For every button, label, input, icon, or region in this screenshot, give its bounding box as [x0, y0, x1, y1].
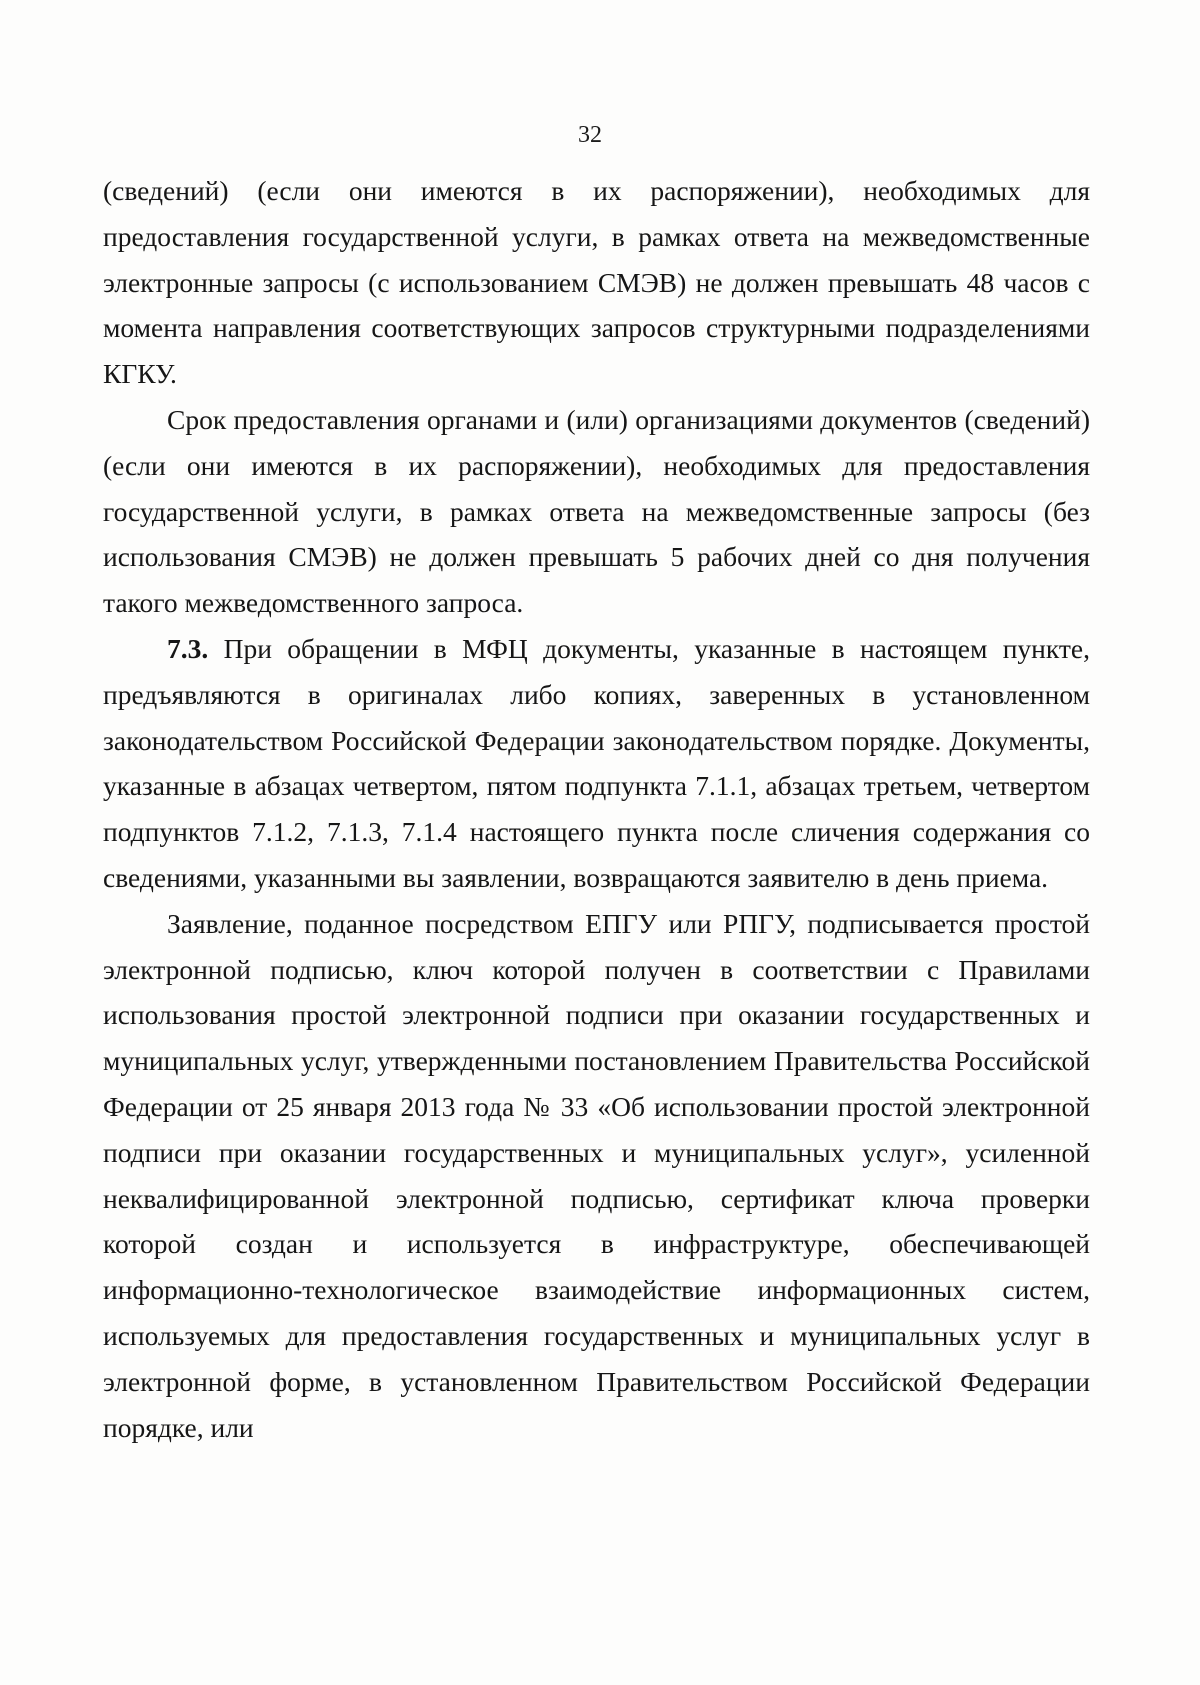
paragraph-application	[103, 901, 1090, 1451]
paragraph-section-7-3	[103, 626, 1090, 901]
paragraph-text: Срок предоставления органами и (или) организациями документов (сведений) (если они имеются в их распоряжении), необходимых для предоставления государственной услуги, в рамках ответа на межведомственные запросы (без использования СМЭВ) не должен превышать 5 рабочих дней со дня получения такого межведомственного запроса.	[103, 403, 1090, 619]
page-number: 32	[578, 122, 602, 148]
paragraph-text: (сведений) (если они имеются в их распоряжении), необходимых для предоставления государственной услуги, в рамках ответа на межведомственные электронные запросы (с использованием СМЭВ) не должен превышать 48 часов с момента направления соответствующих запросов структурными подразделениями КГКУ.	[103, 175, 1090, 390]
paragraph-deadline	[103, 397, 1090, 626]
section-number: 7.3.	[167, 632, 209, 664]
paragraph-continuation	[103, 168, 1090, 397]
paragraph-text: Заявление, поданное посредством ЕПГУ или РПГУ, подписывается простой электронной подписью, ключ которой получен в соответствии с Правилами использования простой электронной подписи при оказании государственных и муниципальных услуг, утвержденными постановлением Правительства Российской Федерации от 25 января 2013 года № 33 «Об использовании простой электронной подписи при оказании государственных и муниципальных услуг», усиленной неквалифицированной электронной подписью, сертификат ключа проверки которой создан и используется в инфраструктуре, обеспечивающей информационно-технологическое взаимодействие информационных систем, используемых для предоставления государственных и муниципальных услуг в электронной форме, в установленном Правительством Российской Федерации порядке, или	[103, 907, 1090, 1443]
paragraph-text: При обращении в МФЦ документы, указанные в настоящем пункте, предъявляются в оригиналах либо копиях, заверенных в установленном законодательством Российской Федерации законодательством порядке. Документы, указанные в абзацах четвертом, пятом подпункта 7.1.1, абзацах третьем, четвертом подпунктов 7.1.2, 7.1.3, 7.1.4 настоящего пункта после сличения содержания со сведениями, указанными вы заявлении, возвращаются заявителю в день приема.	[103, 632, 1090, 893]
document-body	[103, 168, 1090, 1450]
